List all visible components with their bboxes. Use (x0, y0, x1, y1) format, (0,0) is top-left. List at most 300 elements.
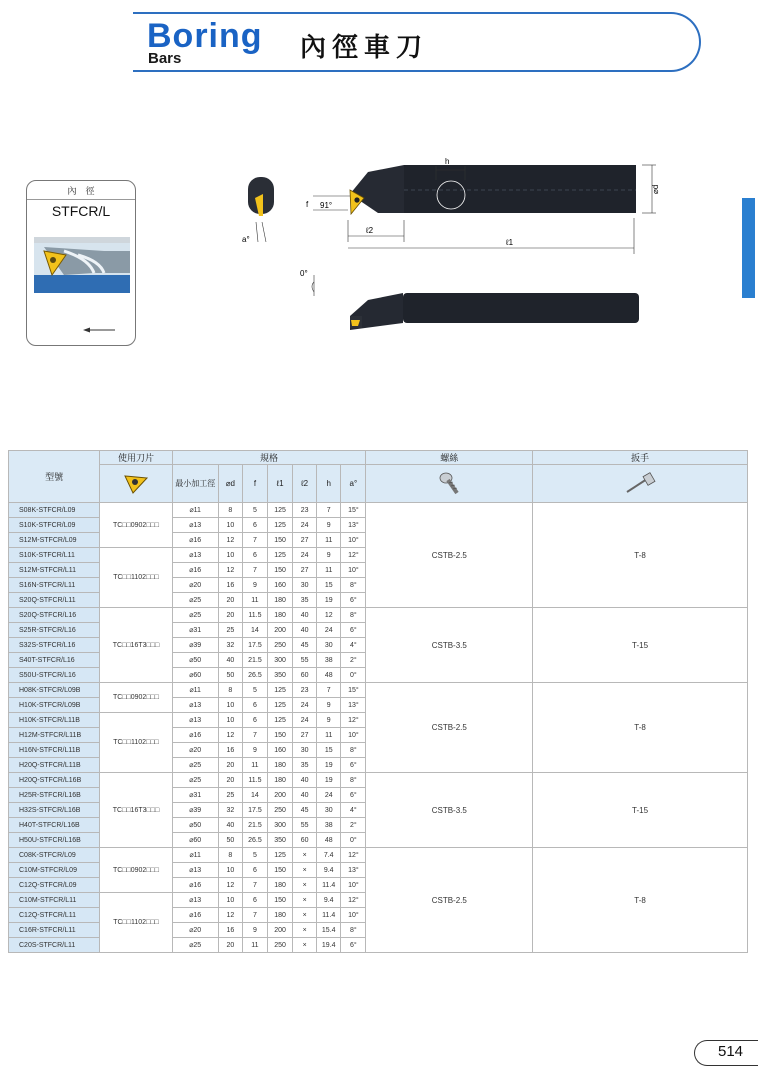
spec-cell: 6 (242, 863, 267, 878)
insert-icon-cell (100, 465, 172, 503)
insert-cell: TC□□0902□□□ (100, 683, 172, 713)
spec-cell: 9 (317, 548, 341, 563)
spec-cell: 350 (267, 668, 292, 683)
spec-cell: ⌀20 (172, 923, 218, 938)
screw-cell: CSTB-2.5 (366, 848, 533, 953)
spec-cell: 12 (218, 533, 242, 548)
spec-cell: ⌀16 (172, 908, 218, 923)
model-cell: C08K-STFCR/L09 (9, 848, 100, 863)
spec-table-body (9, 503, 748, 953)
spec-cell: 50 (218, 668, 242, 683)
spec-cell: 23 (293, 683, 317, 698)
label-d: ⌀d (651, 184, 660, 194)
spec-cell: ⌀13 (172, 518, 218, 533)
spec-cell: 9 (317, 518, 341, 533)
spec-cell: 8° (341, 608, 366, 623)
spec-cell: 125 (267, 548, 292, 563)
spec-cell: 60 (293, 668, 317, 683)
spec-cell: 9 (242, 923, 267, 938)
spec-cell: 32 (218, 803, 242, 818)
card-divider (27, 199, 135, 200)
spec-cell: 25 (218, 623, 242, 638)
spec-cell: 6 (242, 713, 267, 728)
table-row (9, 848, 748, 863)
spec-cell: × (293, 938, 317, 953)
spec-cell: 125 (267, 518, 292, 533)
spec-cell: 19.4 (317, 938, 341, 953)
model-cell: H25R-STFCR/L16B (9, 788, 100, 803)
spec-cell: 11.4 (317, 878, 341, 893)
spec-cell: 125 (267, 713, 292, 728)
spec-cell: ⌀39 (172, 638, 218, 653)
spec-cell: ⌀13 (172, 893, 218, 908)
spec-cell: ⌀16 (172, 728, 218, 743)
spec-cell: ⌀60 (172, 833, 218, 848)
insert-cell: TC□□1102□□□ (100, 713, 172, 773)
spec-cell: 180 (267, 593, 292, 608)
spec-cell: 6 (242, 548, 267, 563)
spec-cell: 60 (293, 833, 317, 848)
spec-cell: 200 (267, 923, 292, 938)
spec-cell: 30 (317, 803, 341, 818)
col-min-bore: 最小加工徑 (172, 465, 218, 503)
model-cell: H08K-STFCR/L09B (9, 683, 100, 698)
spec-cell: ⌀25 (172, 758, 218, 773)
spec-cell: 5 (242, 683, 267, 698)
brand-subtitle: Bars (148, 50, 182, 67)
spec-cell: 12 (218, 563, 242, 578)
wrench-icon (623, 472, 657, 496)
model-cell: C10M-STFCR/L11 (9, 893, 100, 908)
spec-cell: 20 (218, 938, 242, 953)
spec-cell: 180 (267, 773, 292, 788)
insert-cell: TC□□16T3□□□ (100, 773, 172, 848)
spec-cell: 15° (341, 503, 366, 518)
spec-cell: 6° (341, 788, 366, 803)
spec-cell: 9 (317, 698, 341, 713)
spec-cell: 10 (218, 548, 242, 563)
label-a: a° (242, 235, 250, 244)
model-cell: S10K-STFCR/L09 (9, 518, 100, 533)
screw-cell: CSTB-2.5 (366, 503, 533, 608)
model-cell: H32S-STFCR/L16B (9, 803, 100, 818)
spec-cell: × (293, 893, 317, 908)
spec-cell: 35 (293, 758, 317, 773)
spec-cell: ⌀25 (172, 773, 218, 788)
model-cell: H12M-STFCR/L11B (9, 728, 100, 743)
insert-cell: TC□□16T3□□□ (100, 608, 172, 683)
spec-cell: 10 (218, 698, 242, 713)
spec-cell: 24 (317, 788, 341, 803)
spec-cell: 300 (267, 653, 292, 668)
model-cell: H20Q-STFCR/L11B (9, 758, 100, 773)
spec-cell: 7 (242, 563, 267, 578)
spec-cell: 9 (317, 713, 341, 728)
spec-cell: 30 (293, 743, 317, 758)
spec-cell: 15° (341, 683, 366, 698)
spec-cell: ⌀13 (172, 548, 218, 563)
spec-cell: 40 (293, 773, 317, 788)
spec-cell: × (293, 923, 317, 938)
spec-cell: 11 (317, 563, 341, 578)
spec-cell: 26.5 (242, 833, 267, 848)
label-l2: ℓ2 (366, 226, 374, 235)
spec-cell: 9.4 (317, 893, 341, 908)
spec-cell: ⌀25 (172, 608, 218, 623)
spec-cell: 6° (341, 938, 366, 953)
spec-cell: 9 (242, 578, 267, 593)
spec-cell: 17.5 (242, 803, 267, 818)
col-l2: ℓ2 (293, 465, 317, 503)
spec-cell: ⌀16 (172, 878, 218, 893)
spec-cell: 11 (317, 728, 341, 743)
spec-cell: 17.5 (242, 638, 267, 653)
col-f: f (242, 465, 267, 503)
operation-card (26, 180, 136, 346)
col-model-header: 型號 (9, 451, 100, 503)
model-cell: H50U-STFCR/L16B (9, 833, 100, 848)
model-cell: S40T-STFCR/L16 (9, 653, 100, 668)
col-d: ⌀d (218, 465, 242, 503)
spec-cell: ⌀20 (172, 578, 218, 593)
spec-cell: 13° (341, 518, 366, 533)
screw-icon-cell (366, 465, 533, 503)
spec-cell: 40 (293, 623, 317, 638)
triangle-insert-icon (123, 474, 149, 494)
spec-cell: 24 (293, 548, 317, 563)
model-cell: S20Q-STFCR/L16 (9, 608, 100, 623)
spec-cell: 24 (317, 623, 341, 638)
screw-icon (437, 471, 461, 497)
spec-cell: 16 (218, 923, 242, 938)
spec-cell: 180 (267, 878, 292, 893)
spec-cell: 12 (218, 908, 242, 923)
spec-cell: 11.4 (317, 908, 341, 923)
spec-cell: 20 (218, 773, 242, 788)
section-tab (742, 198, 755, 298)
card-label-cn: 內 徑 (67, 187, 95, 197)
spec-cell: 10 (218, 863, 242, 878)
spec-cell: 23 (293, 503, 317, 518)
spec-cell: 10 (218, 713, 242, 728)
page-title-cn: 內徑車刀 (300, 33, 429, 63)
spec-cell: 8 (218, 848, 242, 863)
spec-cell: 2° (341, 653, 366, 668)
wrench-icon-cell (533, 465, 748, 503)
spec-cell: 24 (293, 518, 317, 533)
spec-cell: 38 (317, 653, 341, 668)
model-cell: S16N-STFCR/L11 (9, 578, 100, 593)
insert-cell: TC□□1102□□□ (100, 893, 172, 953)
col-h: h (317, 465, 341, 503)
spec-cell: 300 (267, 818, 292, 833)
spec-cell: ⌀25 (172, 938, 218, 953)
spec-cell: 6° (341, 623, 366, 638)
spec-cell: 250 (267, 638, 292, 653)
spec-cell: 5 (242, 848, 267, 863)
spec-cell: 13° (341, 698, 366, 713)
table-row (9, 683, 748, 698)
insert-cell: TC□□0902□□□ (100, 848, 172, 893)
spec-cell: 12 (218, 878, 242, 893)
model-cell: S32S-STFCR/L16 (9, 638, 100, 653)
spec-cell: 8 (218, 683, 242, 698)
spec-cell: 7 (317, 503, 341, 518)
spec-cell: 8° (341, 773, 366, 788)
spec-cell: 10° (341, 533, 366, 548)
spec-cell: 4° (341, 803, 366, 818)
spec-cell: 0° (341, 833, 366, 848)
spec-cell: 200 (267, 788, 292, 803)
col-a: a° (341, 465, 366, 503)
spec-cell: 32 (218, 638, 242, 653)
table-row (9, 773, 748, 788)
table-row (9, 503, 748, 518)
model-cell: S50U-STFCR/L16 (9, 668, 100, 683)
spec-cell: 40 (218, 818, 242, 833)
col-wrench-header: 扳手 (533, 451, 748, 465)
spec-cell: 35 (293, 593, 317, 608)
spec-cell: 48 (317, 668, 341, 683)
spec-cell: 55 (293, 818, 317, 833)
spec-cell: 30 (293, 578, 317, 593)
spec-cell: 150 (267, 563, 292, 578)
spec-cell: 10° (341, 878, 366, 893)
model-cell: S12M-STFCR/L09 (9, 533, 100, 548)
wrench-cell: T-15 (533, 608, 748, 683)
spec-cell: ⌀11 (172, 848, 218, 863)
spec-cell: 21.5 (242, 653, 267, 668)
spec-cell: 6° (341, 593, 366, 608)
spec-cell: × (293, 863, 317, 878)
spec-cell: 11.5 (242, 773, 267, 788)
spec-cell: 40 (218, 653, 242, 668)
spec-cell: ⌀13 (172, 698, 218, 713)
spec-cell: ⌀50 (172, 653, 218, 668)
spec-cell: 10 (218, 518, 242, 533)
spec-cell: 125 (267, 698, 292, 713)
spec-cell: ⌀20 (172, 743, 218, 758)
col-spec-header: 規格 (172, 451, 366, 465)
label-zero: 0° (300, 269, 308, 278)
spec-cell: 7 (242, 908, 267, 923)
spec-cell: 8° (341, 743, 366, 758)
spec-cell: 12° (341, 893, 366, 908)
spec-cell: 6 (242, 698, 267, 713)
card-code: STFCR/L (51, 203, 111, 219)
spec-cell: 7 (242, 728, 267, 743)
spec-cell: ⌀31 (172, 788, 218, 803)
spec-cell: 250 (267, 803, 292, 818)
spec-cell: × (293, 848, 317, 863)
spec-cell: ⌀39 (172, 803, 218, 818)
spec-cell: 21.5 (242, 818, 267, 833)
spec-cell: 200 (267, 623, 292, 638)
spec-cell: 6° (341, 758, 366, 773)
spec-cell: 20 (218, 758, 242, 773)
spec-cell: ⌀16 (172, 563, 218, 578)
spec-cell: 12° (341, 713, 366, 728)
spec-cell: 150 (267, 533, 292, 548)
spec-cell: ⌀25 (172, 593, 218, 608)
spec-cell: 125 (267, 683, 292, 698)
spec-cell: ⌀13 (172, 713, 218, 728)
spec-cell: 11 (242, 758, 267, 773)
spec-cell: ⌀11 (172, 503, 218, 518)
spec-cell: 11 (317, 533, 341, 548)
label-f: f (306, 200, 309, 209)
spec-cell: 180 (267, 758, 292, 773)
spec-cell: ⌀60 (172, 668, 218, 683)
model-cell: S12M-STFCR/L11 (9, 563, 100, 578)
spec-cell: 6 (242, 518, 267, 533)
spec-cell: 11 (242, 938, 267, 953)
col-insert-header: 使用刀片 (100, 451, 172, 465)
screw-cell: CSTB-3.5 (366, 773, 533, 848)
spec-cell: 24 (293, 713, 317, 728)
spec-cell: ⌀31 (172, 623, 218, 638)
spec-cell: 160 (267, 578, 292, 593)
spec-cell: 7 (317, 683, 341, 698)
spec-cell: 150 (267, 728, 292, 743)
spec-cell: 2° (341, 818, 366, 833)
spec-cell: 10° (341, 908, 366, 923)
spec-cell: 125 (267, 848, 292, 863)
spec-cell: 40 (293, 608, 317, 623)
model-cell: C16R-STFCR/L11 (9, 923, 100, 938)
spec-cell: 10 (218, 893, 242, 908)
label-l1: ℓ1 (506, 238, 514, 247)
spec-cell: 12 (218, 728, 242, 743)
spec-cell: 26.5 (242, 668, 267, 683)
spec-cell: 48 (317, 833, 341, 848)
spec-cell: 25 (218, 788, 242, 803)
spec-cell: 19 (317, 593, 341, 608)
table-row (9, 608, 748, 623)
model-cell: C12Q-STFCR/L11 (9, 908, 100, 923)
spec-cell: 7.4 (317, 848, 341, 863)
spec-cell: 0° (341, 668, 366, 683)
spec-cell: 15 (317, 743, 341, 758)
tool-drawing (238, 150, 658, 340)
spec-cell: 14 (242, 788, 267, 803)
spec-cell: 160 (267, 743, 292, 758)
screw-cell: CSTB-3.5 (366, 608, 533, 683)
model-cell: H10K-STFCR/L11B (9, 713, 100, 728)
spec-cell: 45 (293, 638, 317, 653)
insert-cell: TC□□0902□□□ (100, 503, 172, 548)
spec-cell: 7 (242, 878, 267, 893)
spec-cell: 8 (218, 503, 242, 518)
model-cell: H10K-STFCR/L09B (9, 698, 100, 713)
spec-cell: 20 (218, 608, 242, 623)
spec-cell: 180 (267, 608, 292, 623)
spec-cell: ⌀50 (172, 818, 218, 833)
spec-cell: 16 (218, 743, 242, 758)
col-l1: ℓ1 (267, 465, 292, 503)
spec-cell: 4° (341, 638, 366, 653)
spec-cell: 10° (341, 728, 366, 743)
spec-cell: 12° (341, 548, 366, 563)
page-number: 514 (718, 1043, 744, 1060)
spec-cell: 180 (267, 908, 292, 923)
spec-cell: 350 (267, 833, 292, 848)
model-cell: C10M-STFCR/L09 (9, 863, 100, 878)
spec-cell: 15.4 (317, 923, 341, 938)
spec-cell: 250 (267, 938, 292, 953)
feed-arrow-icon (83, 327, 115, 333)
wrench-cell: T-8 (533, 848, 748, 953)
spec-cell: 45 (293, 803, 317, 818)
bar-body (404, 165, 636, 213)
model-cell: H20Q-STFCR/L16B (9, 773, 100, 788)
spec-cell: 10° (341, 563, 366, 578)
screw-cell: CSTB-2.5 (366, 683, 533, 773)
model-cell: S10K-STFCR/L11 (9, 548, 100, 563)
spec-cell: 16 (218, 578, 242, 593)
spec-cell: 14 (242, 623, 267, 638)
spec-cell: 19 (317, 758, 341, 773)
spec-cell: 11 (242, 593, 267, 608)
model-cell: H16N-STFCR/L11B (9, 743, 100, 758)
spec-cell: ⌀16 (172, 533, 218, 548)
spec-cell: 13° (341, 863, 366, 878)
spec-cell: × (293, 878, 317, 893)
col-screw-header: 螺絲 (366, 451, 533, 465)
spec-cell: ⌀13 (172, 863, 218, 878)
model-cell: C12Q-STFCR/L09 (9, 878, 100, 893)
model-cell: C20S-STFCR/L11 (9, 938, 100, 953)
spec-cell: 55 (293, 653, 317, 668)
spec-cell: 27 (293, 728, 317, 743)
spec-cell: 150 (267, 863, 292, 878)
spec-cell: 40 (293, 788, 317, 803)
model-cell: S08K-STFCR/L09 (9, 503, 100, 518)
spec-cell: 27 (293, 563, 317, 578)
insert-cell: TC□□1102□□□ (100, 548, 172, 608)
model-cell: H40T-STFCR/L16B (9, 818, 100, 833)
label-h: h (445, 157, 450, 166)
spec-cell: 11.5 (242, 608, 267, 623)
spec-cell: 8° (341, 578, 366, 593)
spec-cell: 50 (218, 833, 242, 848)
spec-cell: ⌀11 (172, 683, 218, 698)
spec-cell: × (293, 908, 317, 923)
spec-cell: 38 (317, 818, 341, 833)
model-cell: S20Q-STFCR/L11 (9, 593, 100, 608)
spec-cell: 20 (218, 593, 242, 608)
spec-cell: 27 (293, 533, 317, 548)
spec-cell: 15 (317, 578, 341, 593)
spec-cell: 150 (267, 893, 292, 908)
spec-cell: 6 (242, 893, 267, 908)
spec-cell: 9 (242, 743, 267, 758)
spec-cell: 12° (341, 848, 366, 863)
brand-title: Boring (147, 17, 263, 55)
spec-cell: 30 (317, 638, 341, 653)
spec-cell: 24 (293, 698, 317, 713)
model-cell: S25R-STFCR/L16 (9, 623, 100, 638)
spec-cell: 8° (341, 923, 366, 938)
spec-table (8, 450, 748, 953)
wrench-cell: T-8 (533, 683, 748, 773)
spec-cell: 7 (242, 533, 267, 548)
bar-side-view (403, 293, 639, 323)
wrench-cell: T-15 (533, 773, 748, 848)
spec-cell: 9.4 (317, 863, 341, 878)
boring-illustration (34, 237, 130, 293)
spec-cell: 19 (317, 773, 341, 788)
